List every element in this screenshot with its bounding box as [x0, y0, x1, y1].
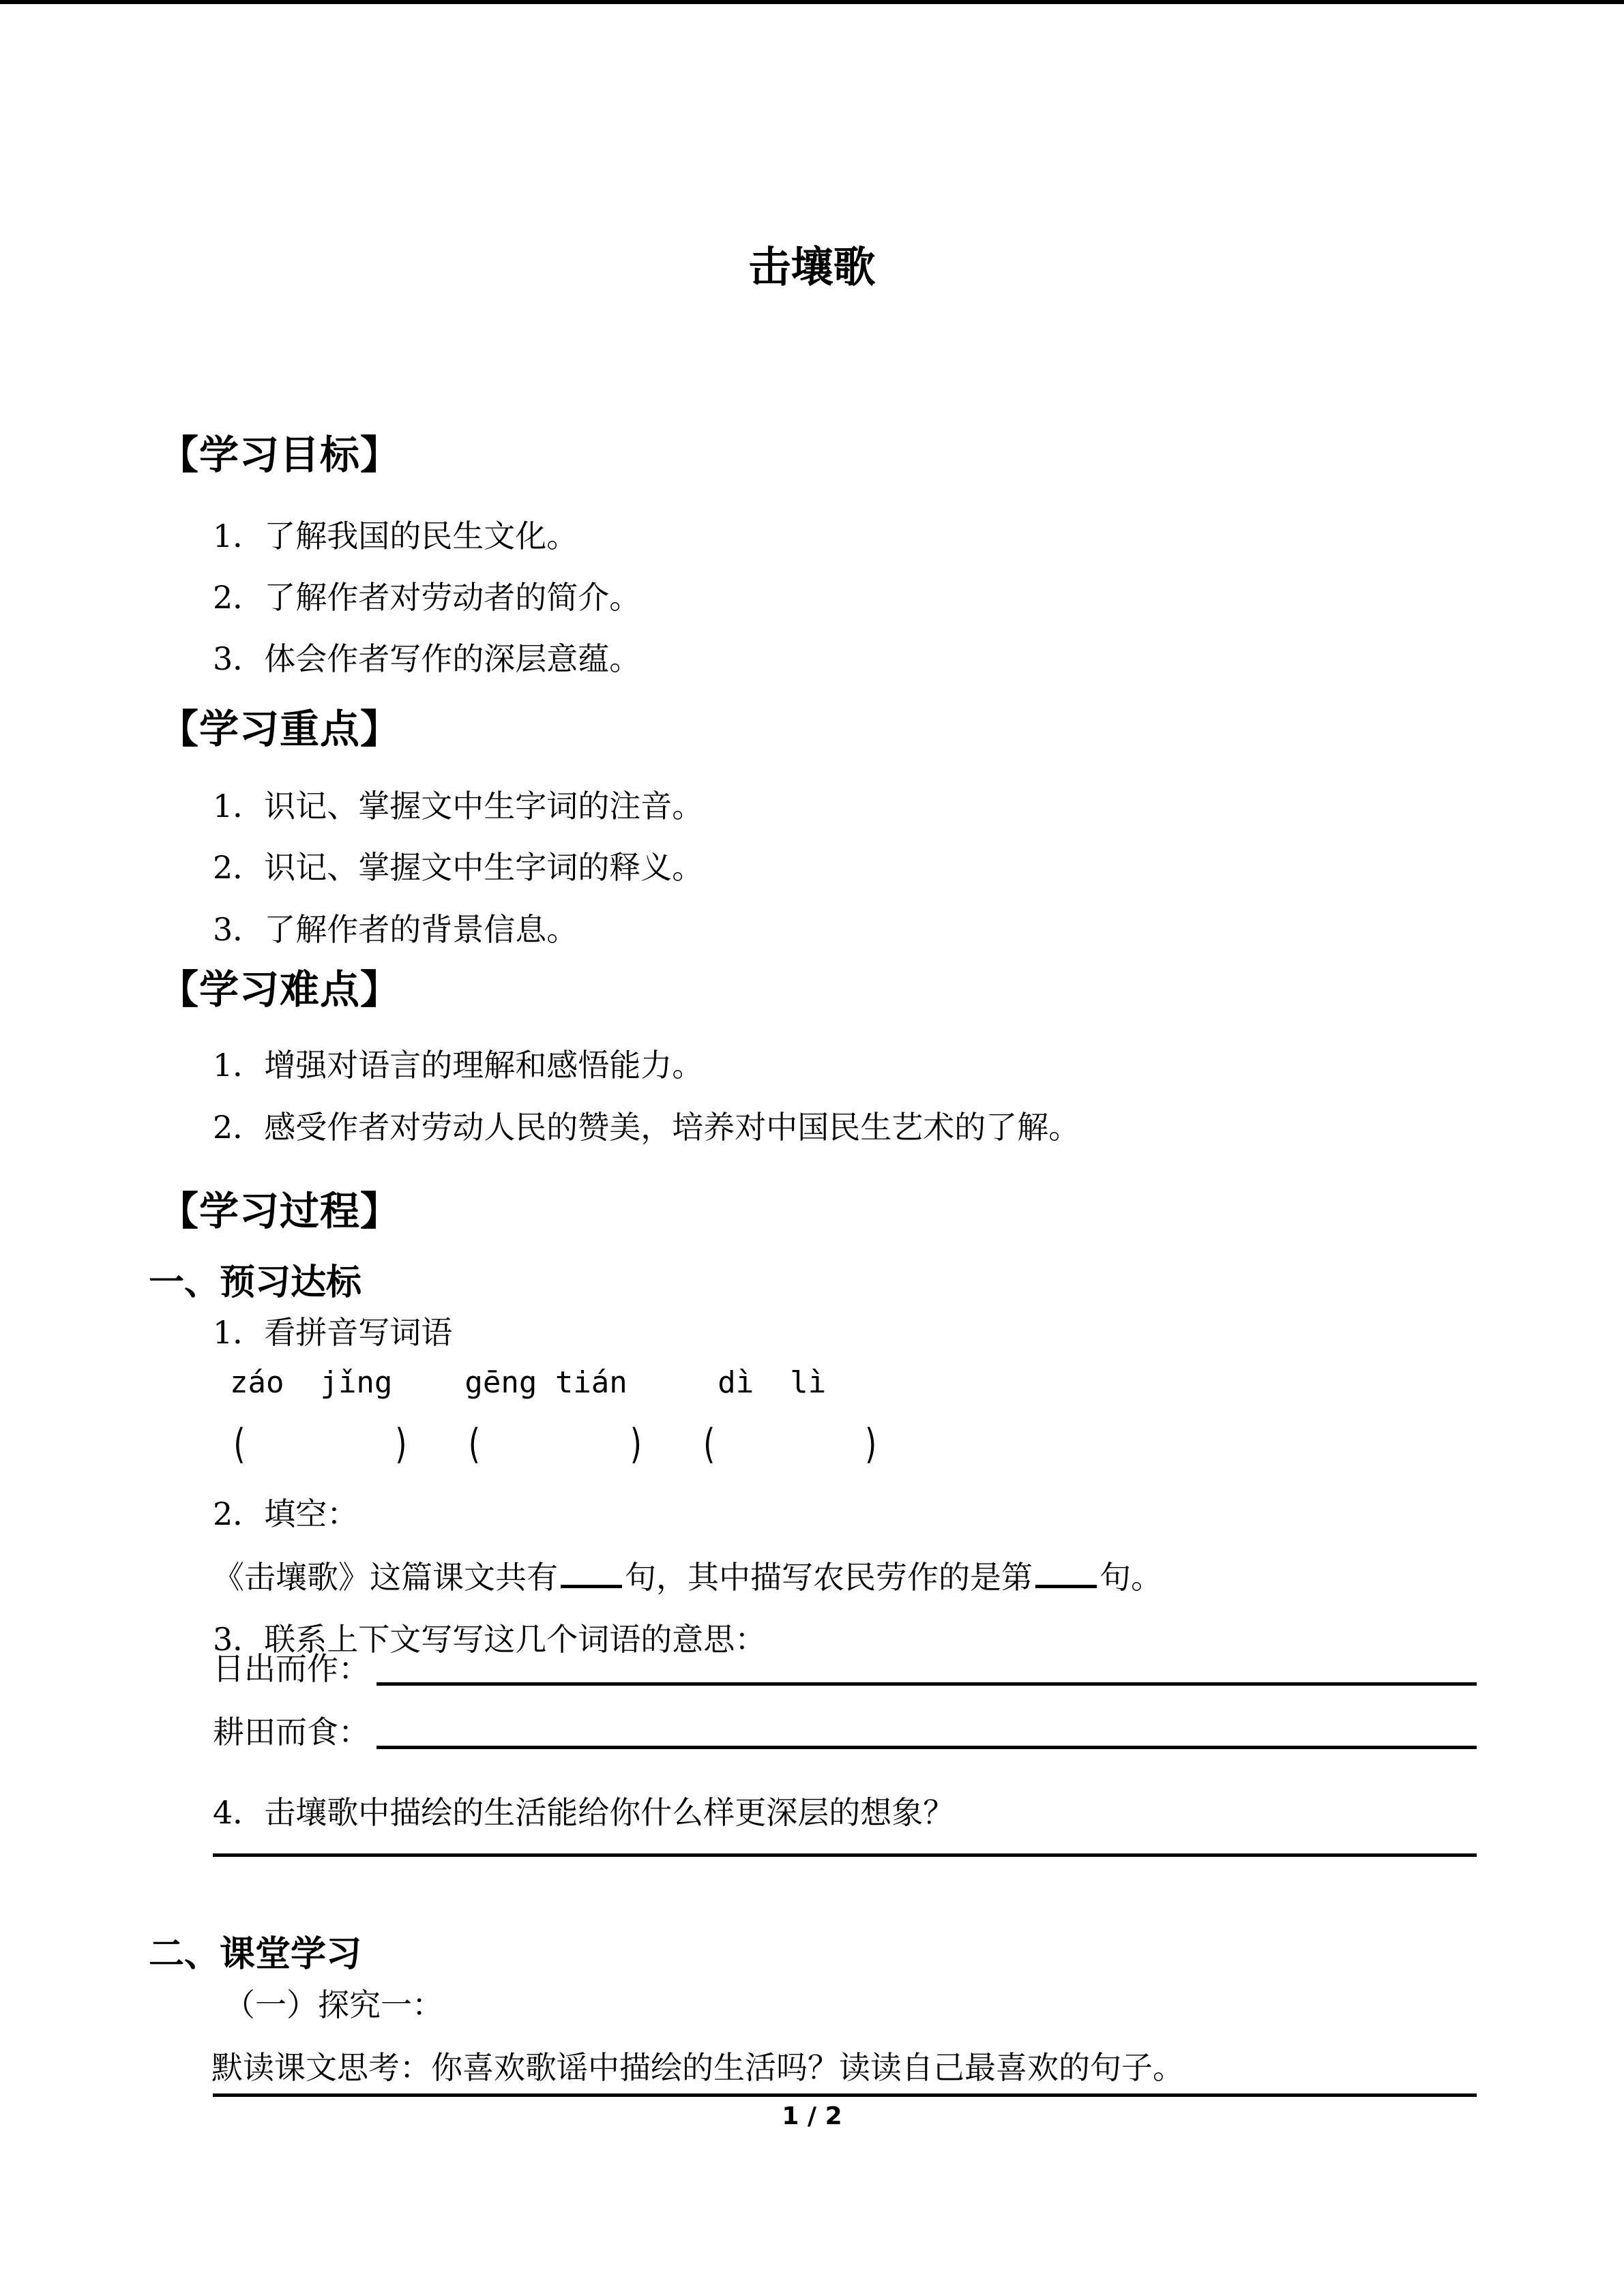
classroom-sub1-label: （一）探究一： — [224, 1986, 443, 2023]
preview-q3-label: 3．联系上下文写写这几个词语的意思： — [213, 1621, 767, 1658]
footer-separator-line — [213, 2093, 1477, 2097]
preview-q2-fill-sentence — [213, 1557, 1162, 1596]
preview-q2-label: 2．填空： — [213, 1495, 359, 1532]
page-title: 击壤歌 — [748, 241, 876, 292]
heading-learning-process: 【学习过程】 — [159, 1188, 401, 1235]
q4-answer-line — [213, 1853, 1477, 1857]
q2-blank-2 — [1035, 1557, 1097, 1588]
q2-blank-1 — [561, 1557, 622, 1588]
preview-q4-label: 4．击壤歌中描绘的生活能给你什么样更深层的想象？ — [213, 1794, 955, 1831]
key-point-item-1: 1．识记、掌握文中生字词的注音。 — [213, 788, 704, 824]
q2-fill-part-1: 《击壤歌》这篇课文共有 — [213, 1559, 558, 1596]
preview-q1-pinyin: záo jǐng gēng tián dì lì — [230, 1365, 827, 1400]
heading-key-points: 【学习重点】 — [159, 706, 401, 753]
goal-item-3: 3．体会作者写作的深层意蕴。 — [213, 640, 641, 677]
term-row-2 — [213, 1715, 1477, 1749]
section-heading-classroom: 二、课堂学习 — [149, 1933, 362, 1975]
difficulty-item-1: 1．增强对语言的理解和感悟能力。 — [213, 1047, 704, 1084]
goal-item-2: 2．了解作者对劳动者的简介。 — [213, 579, 641, 616]
section-heading-preview: 一、预习达标 — [149, 1262, 362, 1303]
heading-difficulties: 【学习难点】 — [159, 966, 401, 1013]
page-number: 1 / 2 — [782, 2102, 842, 2130]
term-label-1: 日出而作： — [213, 1650, 370, 1687]
q2-fill-part-2: 句，其中描写农民劳作的是第 — [625, 1559, 1033, 1596]
term-answer-line-1 — [377, 1652, 1477, 1686]
page-top-edge-line — [0, 0, 1624, 4]
q2-fill-part-3: 句。 — [1099, 1559, 1162, 1596]
term-answer-line-2 — [377, 1715, 1477, 1749]
goal-item-1: 1．了解我国的民生文化。 — [213, 518, 578, 554]
key-point-item-3: 3．了解作者的背景信息。 — [213, 911, 578, 948]
term-label-2: 耕田而食： — [213, 1714, 370, 1750]
preview-q1-answer-brackets: ( ) ( ) ( ) — [230, 1421, 881, 1468]
classroom-task-text: 默读课文思考：你喜欢歌谣中描绘的生活吗？读读自己最喜欢的句子。 — [211, 2049, 1184, 2086]
preview-q1-label: 1．看拼音写词语 — [213, 1314, 453, 1351]
difficulty-item-2: 2．感受作者对劳动人民的赞美，培养对中国民生艺术的了解。 — [213, 1109, 1080, 1146]
term-row-1 — [213, 1652, 1477, 1686]
key-point-item-2: 2．识记、掌握文中生字词的释义。 — [213, 849, 704, 886]
heading-learning-goals: 【学习目标】 — [159, 432, 401, 479]
